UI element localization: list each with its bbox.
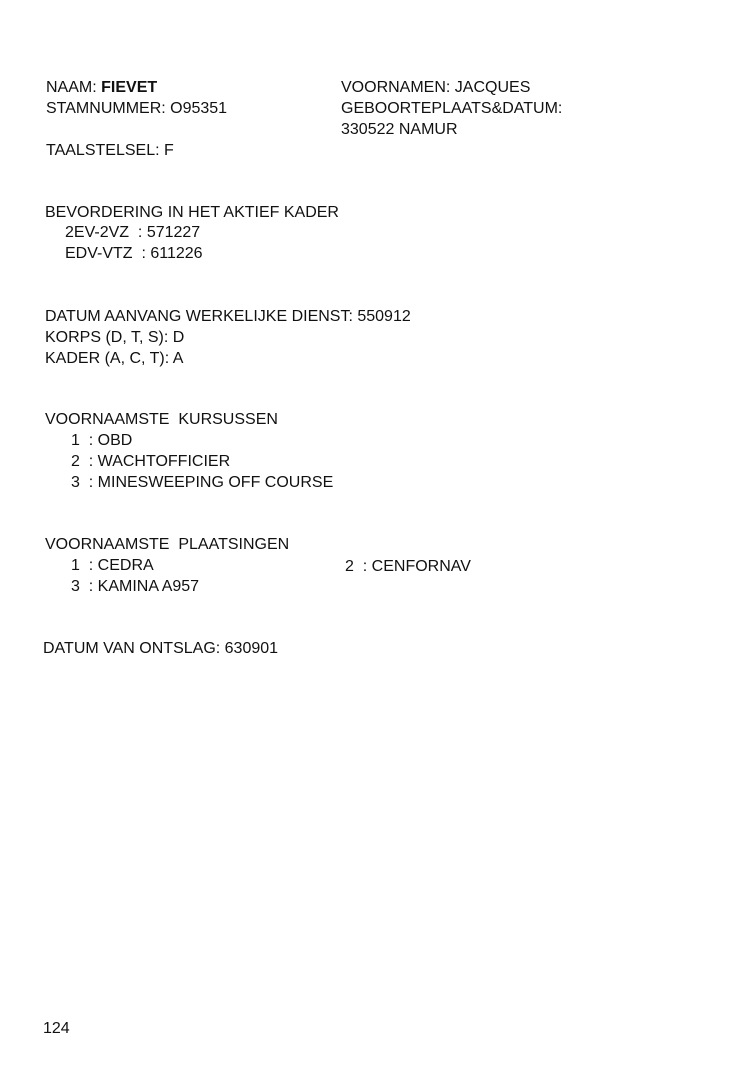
page-number: 124 [43,1020,70,1037]
korps: KORPS (D, T, S): D [45,329,185,346]
bevordering-item: 2EV-2VZ : 571227 [65,224,201,241]
naam-label: NAAM: [46,79,97,96]
kursus-item: 3 : MINESWEEPING OFF COURSE [71,474,334,491]
bevordering-item: EDV-VTZ : 611226 [65,245,203,262]
kader: KADER (A, C, T): A [45,350,184,367]
geboorte-value: 330522 NAMUR [341,121,458,138]
plaatsing-item: 3 : KAMINA A957 [71,578,200,595]
plaatsing-item: 1 : CEDRA [71,557,154,574]
kursussen-heading: VOORNAAMSTE KURSUSSEN [45,411,278,428]
datum-aanvang: DATUM AANVANG WERKELIJKE DIENST: 550912 [45,308,411,325]
stamnummer: STAMNUMMER: O95351 [46,100,228,117]
plaatsing-item: 2 : CENFORNAV [345,558,471,575]
naam-value: FIEVET [101,79,158,96]
voornamen: VOORNAMEN: JACQUES [341,79,531,96]
taalstelsel: TAALSTELSEL: F [46,142,174,159]
kursus-item: 2 : WACHTOFFICIER [71,453,231,470]
datum-ontslag: DATUM VAN ONTSLAG: 630901 [43,640,279,657]
bevordering-heading: BEVORDERING IN HET AKTIEF KADER [45,204,339,221]
plaatsingen-heading: VOORNAAMSTE PLAATSINGEN [45,536,290,553]
geboorte-label: GEBOORTEPLAATS&DATUM: [341,100,563,117]
kursus-item: 1 : OBD [71,432,133,449]
naam-line [46,77,157,98]
